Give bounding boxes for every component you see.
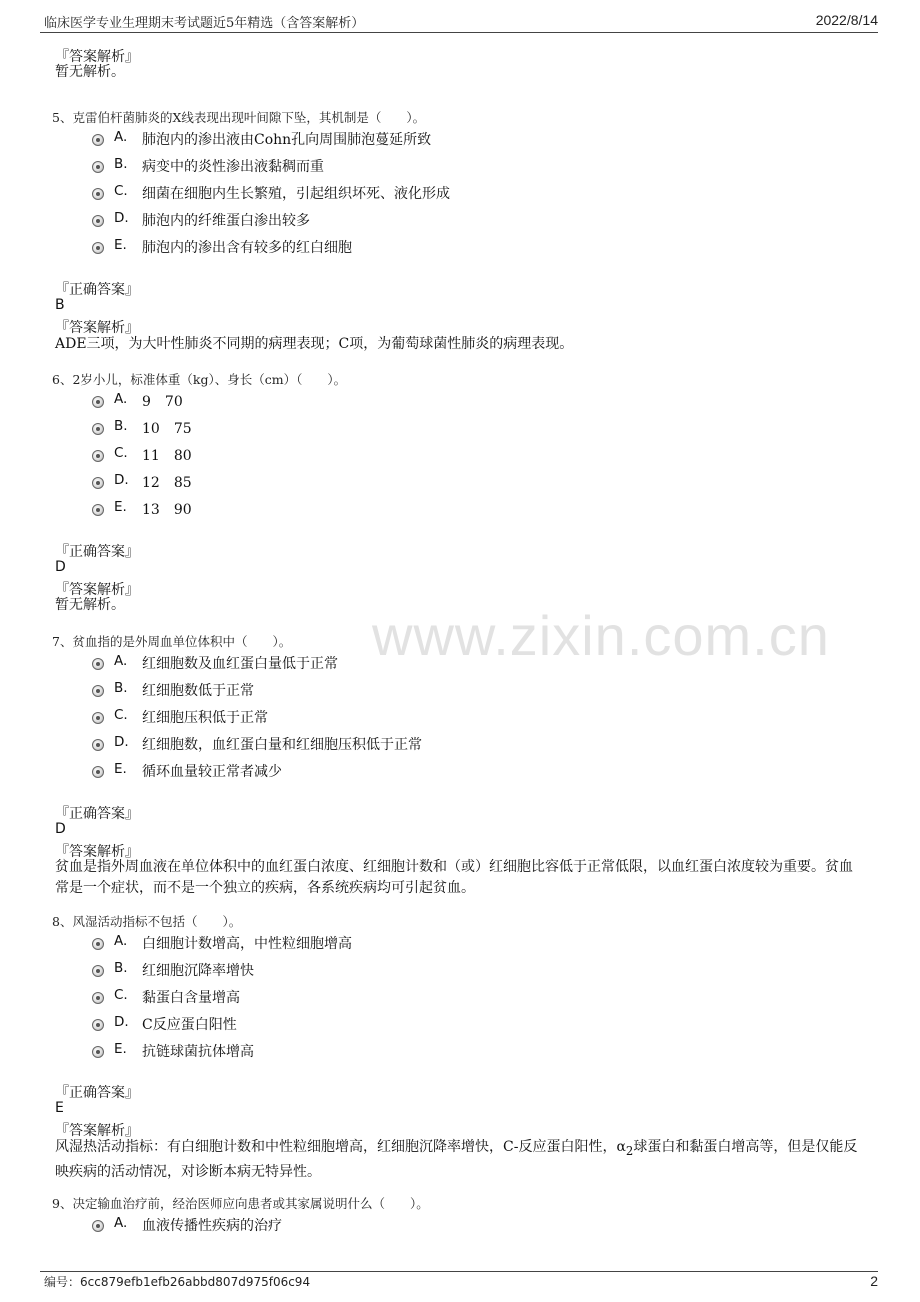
question-stem: 5、克雷伯杆菌肺炎的X线表现出现叶间隙下坠，其机制是（ ）。	[52, 110, 426, 125]
radio-icon[interactable]	[92, 1046, 104, 1058]
question-stem: 9、决定输血治疗前，经治医师应向患者或其家属说明什么（ ）。	[52, 1196, 429, 1211]
radio-icon[interactable]	[92, 423, 104, 435]
page-header	[40, 10, 878, 33]
radio-icon[interactable]	[92, 188, 104, 200]
radio-icon[interactable]	[92, 766, 104, 778]
correct-answer: B	[55, 297, 65, 313]
correct-answer-label: 『正确答案』	[55, 282, 139, 298]
radio-icon[interactable]	[92, 1019, 104, 1031]
question-stem: 8、风湿活动指标不包括（ ）。	[52, 914, 242, 929]
page-footer	[40, 1271, 878, 1296]
correct-answer: D	[55, 559, 66, 575]
analysis-label: 『答案解析』	[55, 320, 139, 336]
analysis-text: 暂无解析。	[55, 64, 125, 80]
radio-icon[interactable]	[92, 1220, 104, 1232]
correct-answer: E	[55, 1100, 64, 1116]
analysis-text: 风湿热活动指标：有白细胞计数和中性粒细胞增高，红细胞沉降率增快，C-反应蛋白阳性，$\alpha_2$球蛋白和黏蛋白增高等，但是仅能反映疾病的活动情况，对诊断本病无特异性。	[55, 1139, 858, 1180]
document-code: 编号：6cc879efb1efb26abbd807d975f06c94	[44, 1275, 311, 1289]
correct-answer-label: 『正确答案』	[55, 1085, 139, 1101]
radio-icon[interactable]	[92, 685, 104, 697]
document-title: 临床医学专业生理期末考试题近5年精选（含答案解析）	[44, 16, 365, 31]
analysis-text: 暂无解析。	[55, 597, 125, 613]
radio-icon[interactable]	[92, 504, 104, 516]
correct-answer-label: 『正确答案』	[55, 806, 139, 822]
radio-icon[interactable]	[92, 658, 104, 670]
radio-icon[interactable]	[92, 215, 104, 227]
radio-icon[interactable]	[92, 992, 104, 1004]
question-stem: 7、贫血指的是外周血单位体积中（ ）。	[52, 634, 292, 649]
radio-icon[interactable]	[92, 161, 104, 173]
radio-icon[interactable]	[92, 965, 104, 977]
radio-icon[interactable]	[92, 938, 104, 950]
analysis-label: 『答案解析』	[55, 582, 139, 598]
radio-icon[interactable]	[92, 712, 104, 724]
document-date: 2022/8/14	[815, 12, 878, 28]
analysis-label: 『答案解析』	[55, 844, 139, 860]
radio-icon[interactable]	[92, 134, 104, 146]
analysis-label: 『答案解析』	[55, 1123, 139, 1139]
question-stem: 6、2岁小儿，标准体重（kg）、身长（cm）（ ）。	[52, 372, 347, 387]
radio-icon[interactable]	[92, 242, 104, 254]
correct-answer-label: 『正确答案』	[55, 544, 139, 560]
correct-answer: D	[55, 821, 66, 837]
page-number: 2	[870, 1273, 878, 1289]
analysis-text: 贫血是指外周血液在单位体积中的血红蛋白浓度、红细胞计数和（或）红细胞比容低于正常低限，以血红蛋白浓度较为重要。贫血常是一个症状，而不是一个独立的疾病，各系统疾病均可引起贫血。	[55, 859, 853, 896]
analysis-label: 『答案解析』	[55, 49, 139, 65]
radio-icon[interactable]	[92, 450, 104, 462]
analysis-text: ADE三项，为大叶性肺炎不同期的病理表现；C项，为葡萄球菌性肺炎的病理表现。	[55, 336, 574, 352]
radio-icon[interactable]	[92, 396, 104, 408]
radio-icon[interactable]	[92, 739, 104, 751]
watermark: www.zixin.com.cn	[372, 604, 830, 667]
radio-icon[interactable]	[92, 477, 104, 489]
